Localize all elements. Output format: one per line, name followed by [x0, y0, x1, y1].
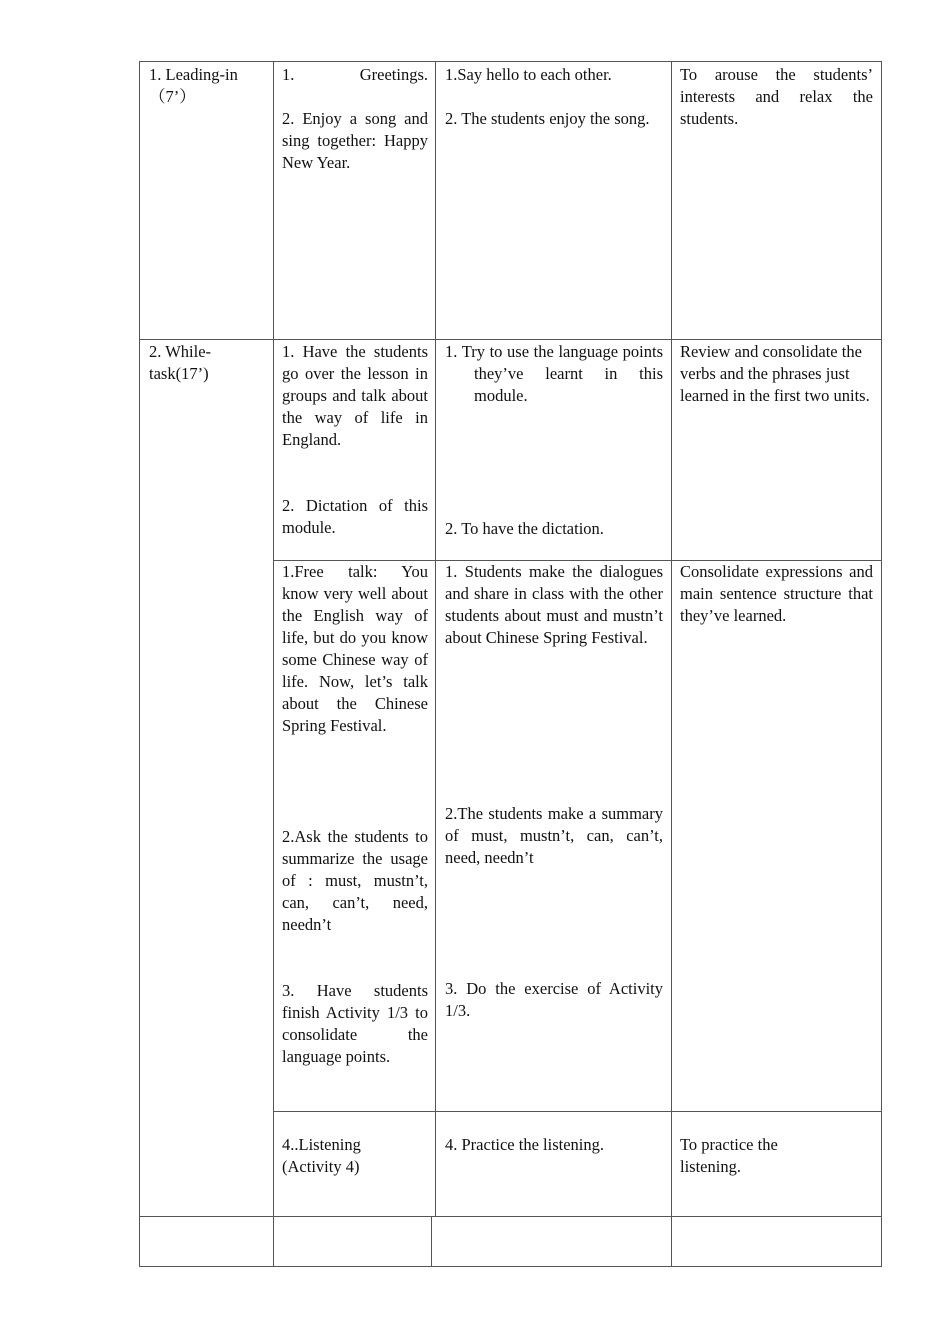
cell-stage-while-task: [139, 339, 274, 1217]
cell-students-listening: [435, 1111, 672, 1217]
cell-teacher-leading-in: [273, 61, 436, 340]
cell-empty-teacher: [273, 1216, 432, 1267]
students-have-dictation: 2. To have the dictation.: [445, 519, 604, 538]
cell-empty-students: [431, 1216, 672, 1267]
students-say-hello: 1.Say hello to each other.: [445, 65, 612, 84]
stage-while-task: 2. While- task(17’): [149, 342, 212, 383]
students-enjoy-song: 2. The students enjoy the song.: [445, 109, 650, 128]
teacher-summarize-usage: 2.Ask the students to summarize the usage of : must, mustn’t, can, can’t, need, needn’t: [282, 827, 433, 934]
stage-leading-in: 1. Leading-in （7’）: [149, 65, 238, 106]
cell-empty-stage: [139, 1216, 274, 1267]
students-make-summary: 2.The students make a summary of must, mustn’t, can, can’t, need, needn’t: [445, 804, 668, 867]
purpose-practice-listening: To practice the listening.: [680, 1135, 778, 1176]
teacher-enjoy-song: 2. Enjoy a song and sing together: Happy New Year.: [282, 109, 433, 172]
students-do-exercise: 3. Do the exercise of Activity 1/3.: [445, 979, 668, 1020]
teacher-listening: 4..Listening (Activity 4): [282, 1135, 361, 1176]
purpose-arouse: To arouse the students’ interests and relax the students.: [680, 65, 878, 128]
cell-purpose-free-talk: [671, 560, 882, 1112]
teacher-free-talk: 1.Free talk: You know very well about the English way of life, but do you know some Chinese way of life. Now, let’s talk about the Chinese Spring Festival.: [282, 562, 433, 735]
teacher-go-over-lesson: 1. Have the students go over the lesson in groups and talk about the way of life in England.: [282, 342, 433, 449]
cell-empty-purpose: [671, 1216, 882, 1267]
purpose-review-consolidate: Review and consolidate the verbs and the phrases just learned in the first two units.: [680, 342, 870, 405]
teacher-dictation: 2. Dictation of this module.: [282, 496, 433, 537]
teacher-activity-1-3: 3. Have students finish Activity 1/3 to consolidate the language points.: [282, 981, 433, 1066]
cell-students-leading-in: [435, 61, 672, 340]
teacher-greetings: 1. Greetings.: [282, 65, 428, 84]
purpose-consolidate-expressions: Consolidate expressions and main sentence structure that they’ve learned.: [680, 562, 878, 625]
students-use-language-points: 1. Try to use the language points they’ve learnt in this module.: [445, 342, 668, 405]
students-make-dialogues: 1. Students make the dialogues and share in class with the other students about must and mustn’t about Chinese Spring Festival.: [445, 562, 668, 647]
students-practice-listening: 4. Practice the listening.: [445, 1135, 604, 1154]
